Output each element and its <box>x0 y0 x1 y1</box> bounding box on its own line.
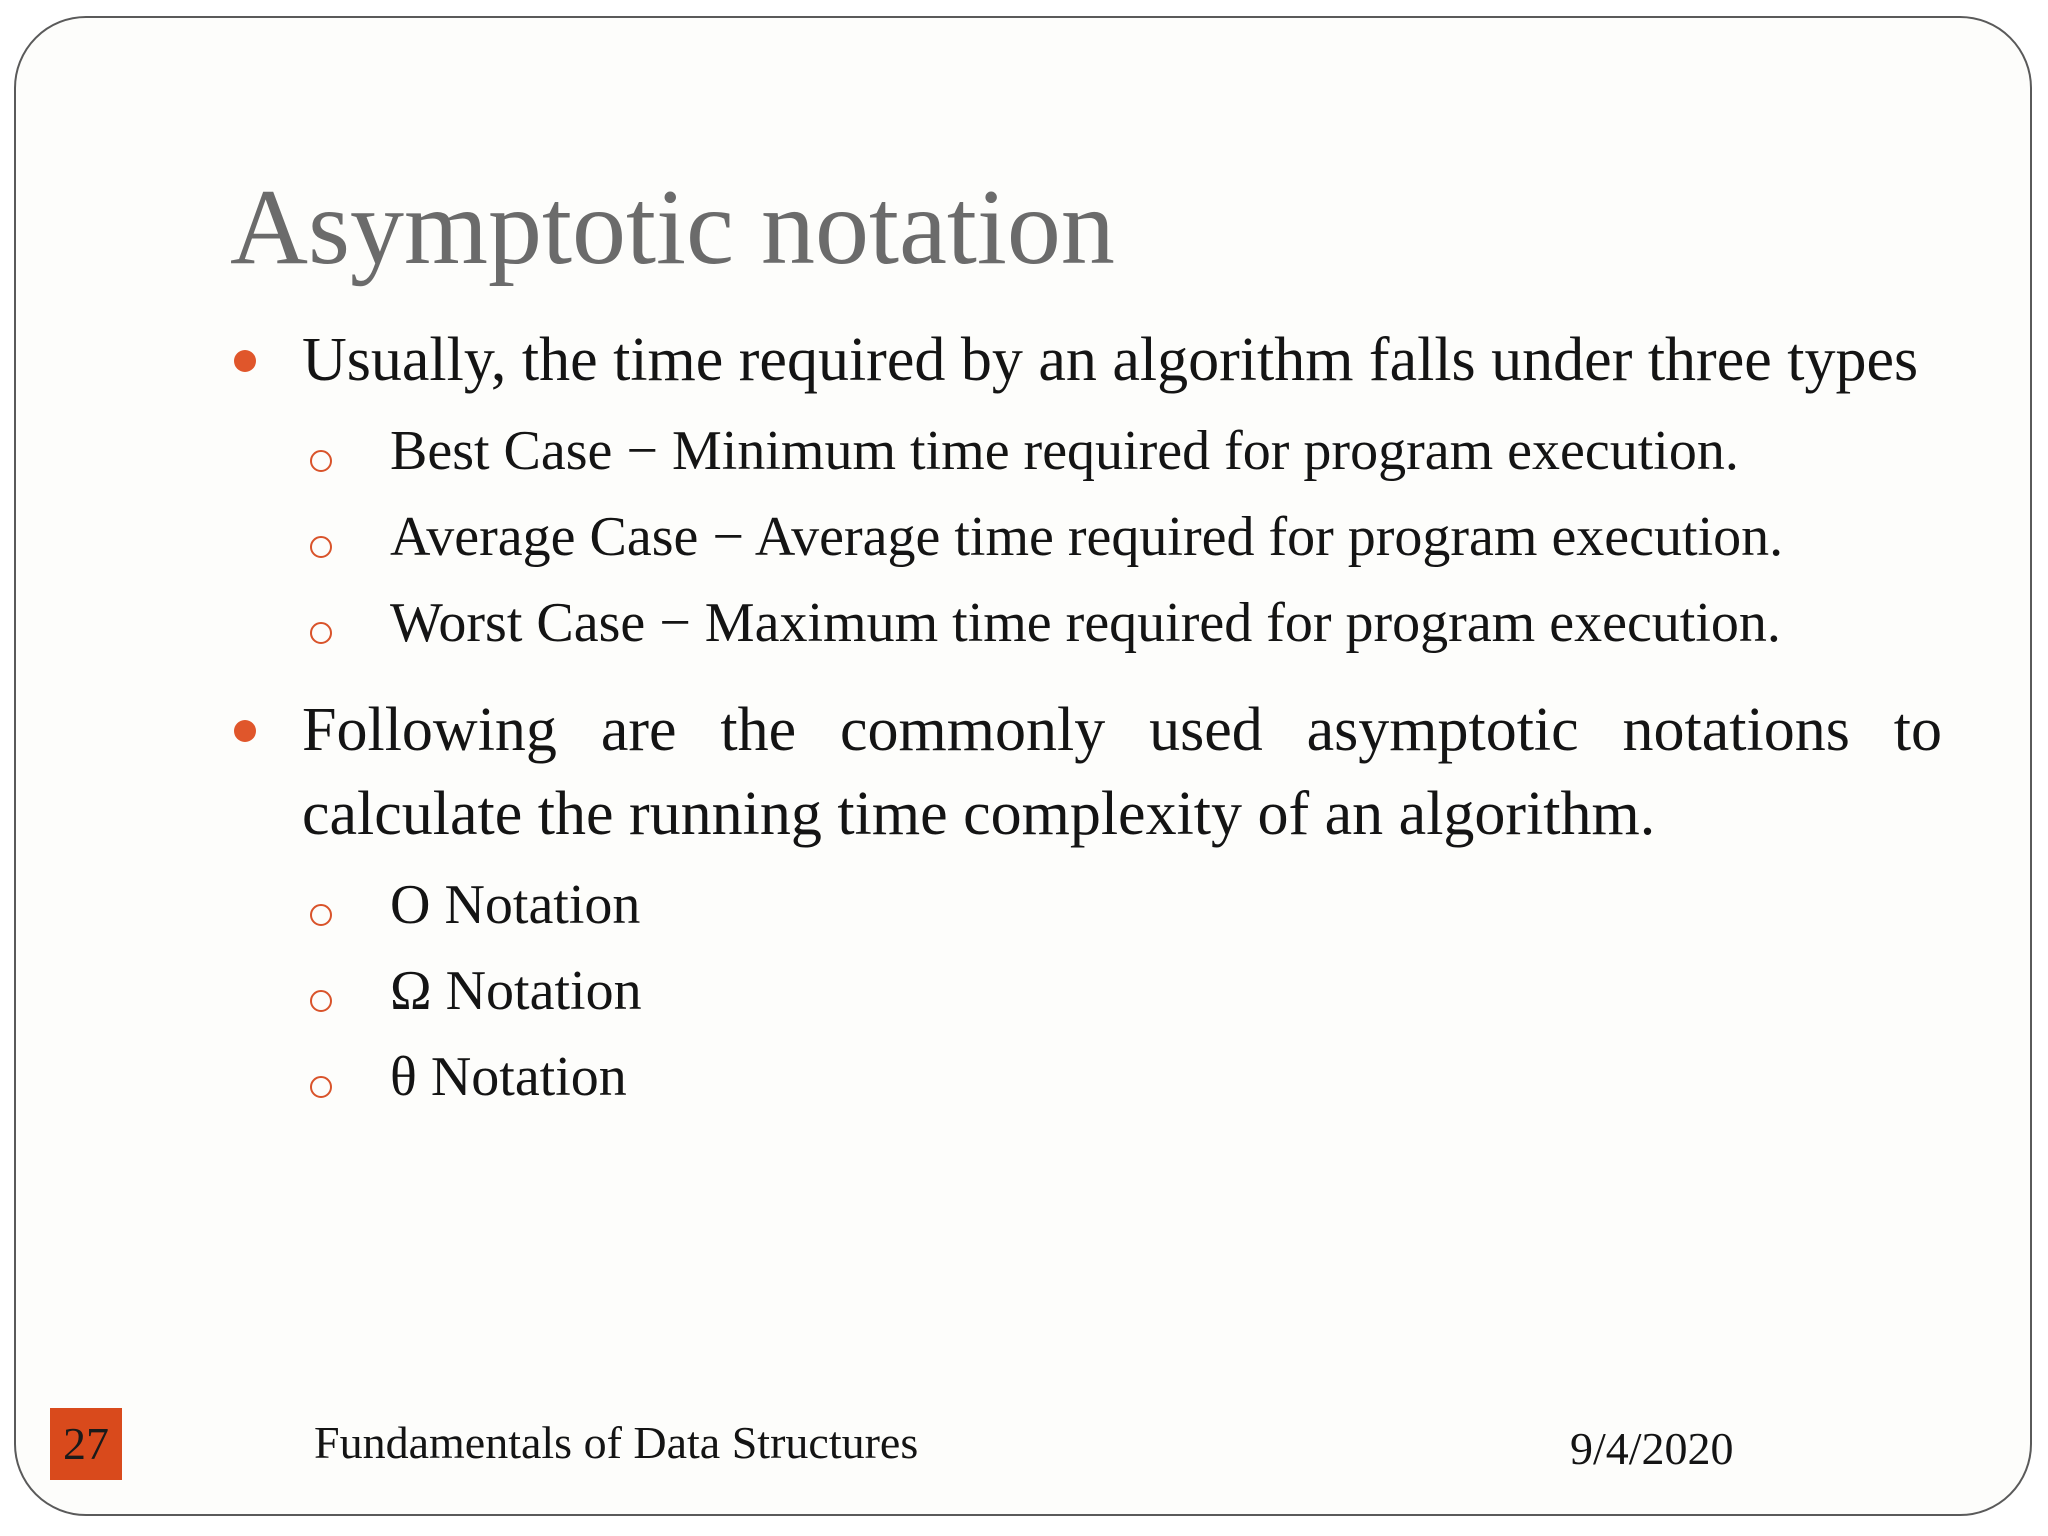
footer-date: 9/4/2020 <box>1570 1423 1734 1474</box>
sub-item-text: O Notation <box>390 874 641 936</box>
bullet-dot-icon <box>234 720 256 742</box>
sub-bullet-ring-icon <box>310 990 332 1012</box>
slide <box>14 16 2032 1516</box>
sub-item <box>230 586 1942 660</box>
bullet-dot-icon <box>234 350 256 372</box>
sub-item-text: Worst Case − Maximum time required for program execution. <box>390 592 1781 654</box>
sub-item-text: θ Notation <box>390 1046 627 1108</box>
sub-bullet-ring-icon <box>310 1076 332 1098</box>
sub-bullet-ring-icon <box>310 536 332 558</box>
sub-list <box>230 414 1942 660</box>
sub-item <box>230 1040 1942 1114</box>
slide-title: Asymptotic notation <box>230 168 1115 287</box>
sub-item <box>230 500 1942 574</box>
bullet-item <box>230 688 1942 856</box>
sub-bullet-ring-icon <box>310 450 332 472</box>
sub-bullet-ring-icon <box>310 622 332 644</box>
sub-item-text: Average Case − Average time required for program execution. <box>390 506 1784 568</box>
bullet-text: Following are the commonly used asymptotic notations to calculate the running time complexity of an algorithm. <box>302 696 1942 848</box>
footer-course-title: Fundamentals of Data Structures <box>314 1417 919 1468</box>
bullet-item <box>230 318 1942 402</box>
sub-item <box>230 868 1942 942</box>
sub-bullet-ring-icon <box>310 904 332 926</box>
sub-item <box>230 414 1942 488</box>
slide-content <box>230 318 1942 1114</box>
page-number-badge: 27 <box>50 1408 122 1480</box>
sub-item-text: Ω Notation <box>390 960 642 1022</box>
bullet-text: Usually, the time required by an algorithm falls under three types <box>302 326 1919 394</box>
sub-item <box>230 954 1942 1028</box>
sub-list <box>230 868 1942 1114</box>
sub-item-text: Best Case − Minimum time required for program execution. <box>390 420 1739 482</box>
